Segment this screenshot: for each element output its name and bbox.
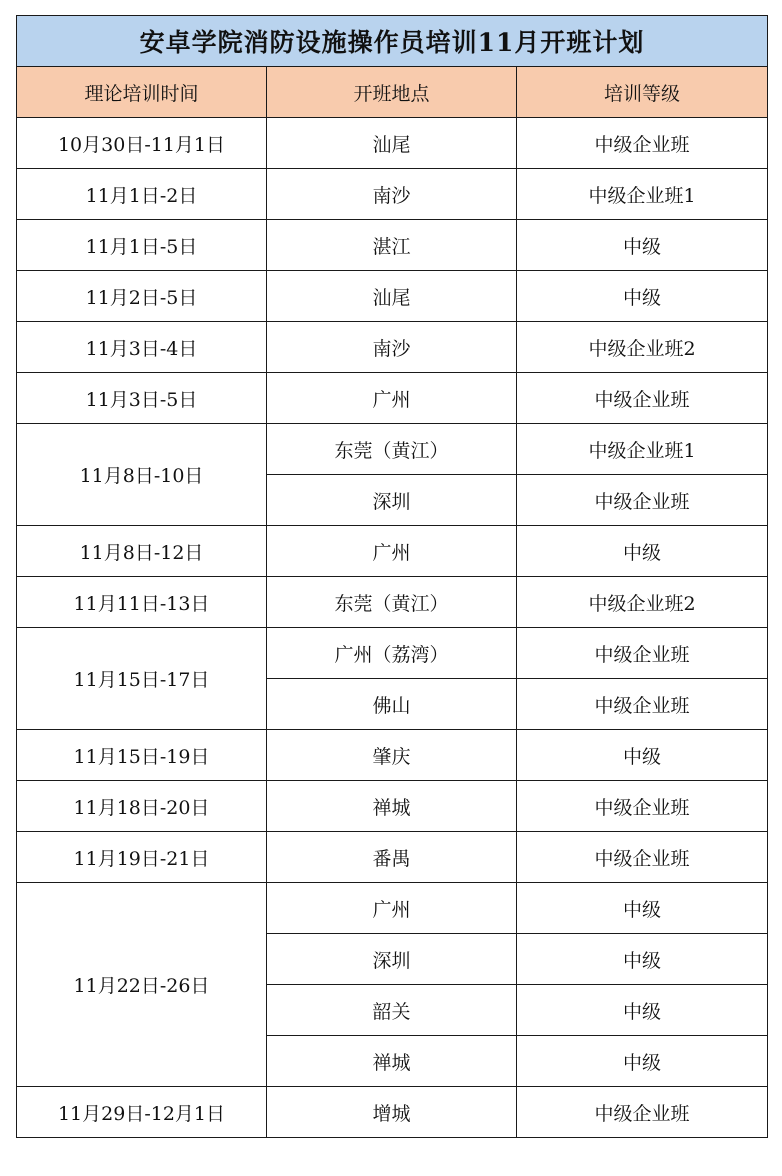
date-cell: 11月29日-12月1日 — [17, 1087, 267, 1138]
date-cell: 11月11日-13日 — [17, 577, 267, 628]
level-cell: 中级 — [517, 1036, 768, 1087]
table-row — [17, 322, 768, 373]
date-cell: 11月22日-26日 — [17, 883, 267, 1087]
location-cell: 韶关 — [267, 985, 517, 1036]
location-cell: 广州 — [267, 373, 517, 424]
level-cell: 中级企业班2 — [517, 577, 768, 628]
level-cell: 中级 — [517, 985, 768, 1036]
title-row — [17, 16, 768, 67]
location-cell: 南沙 — [267, 169, 517, 220]
location-cell: 番禺 — [267, 832, 517, 883]
location-cell: 广州 — [267, 883, 517, 934]
level-cell: 中级 — [517, 271, 768, 322]
table-row — [17, 730, 768, 781]
level-cell: 中级 — [517, 934, 768, 985]
location-cell: 南沙 — [267, 322, 517, 373]
table-row — [17, 424, 768, 475]
level-cell: 中级企业班1 — [517, 169, 768, 220]
date-cell: 11月1日-2日 — [17, 169, 267, 220]
table-row — [17, 118, 768, 169]
level-cell: 中级企业班2 — [517, 322, 768, 373]
level-cell: 中级企业班 — [517, 475, 768, 526]
level-cell: 中级企业班 — [517, 628, 768, 679]
level-cell: 中级 — [517, 883, 768, 934]
location-cell: 湛江 — [267, 220, 517, 271]
location-cell: 深圳 — [267, 934, 517, 985]
table-row — [17, 832, 768, 883]
location-cell: 增城 — [267, 1087, 517, 1138]
location-cell: 肇庆 — [267, 730, 517, 781]
table-row — [17, 373, 768, 424]
date-cell: 11月3日-4日 — [17, 322, 267, 373]
level-cell: 中级企业班 — [517, 373, 768, 424]
location-cell: 深圳 — [267, 475, 517, 526]
level-cell: 中级 — [517, 220, 768, 271]
date-cell: 11月18日-20日 — [17, 781, 267, 832]
table-row — [17, 628, 768, 679]
date-cell: 11月19日-21日 — [17, 832, 267, 883]
location-cell: 东莞（黄江） — [267, 424, 517, 475]
level-cell: 中级企业班 — [517, 679, 768, 730]
table-row — [17, 220, 768, 271]
level-cell: 中级 — [517, 526, 768, 577]
location-cell: 广州 — [267, 526, 517, 577]
table-row — [17, 577, 768, 628]
schedule-body — [17, 118, 768, 1138]
location-cell: 禅城 — [267, 1036, 517, 1087]
location-cell: 汕尾 — [267, 271, 517, 322]
location-cell: 广州（荔湾） — [267, 628, 517, 679]
table-row — [17, 883, 768, 934]
date-cell: 11月1日-5日 — [17, 220, 267, 271]
table-row — [17, 781, 768, 832]
location-cell: 禅城 — [267, 781, 517, 832]
header-date: 理论培训时间 — [17, 67, 267, 118]
date-cell: 10月30日-11月1日 — [17, 118, 267, 169]
date-cell: 11月15日-17日 — [17, 628, 267, 730]
date-cell: 11月8日-10日 — [17, 424, 267, 526]
level-cell: 中级企业班1 — [517, 424, 768, 475]
location-cell: 东莞（黄江） — [267, 577, 517, 628]
date-cell: 11月15日-19日 — [17, 730, 267, 781]
table-row — [17, 526, 768, 577]
level-cell: 中级企业班 — [517, 1087, 768, 1138]
table-row — [17, 169, 768, 220]
date-cell: 11月2日-5日 — [17, 271, 267, 322]
table-title: 安卓学院消防设施操作员培训11月开班计划 — [17, 16, 768, 67]
header-row — [17, 67, 768, 118]
location-cell: 佛山 — [267, 679, 517, 730]
header-level: 培训等级 — [517, 67, 768, 118]
level-cell: 中级企业班 — [517, 781, 768, 832]
table-row — [17, 271, 768, 322]
level-cell: 中级企业班 — [517, 118, 768, 169]
training-schedule-table — [16, 15, 768, 1138]
table-row — [17, 1087, 768, 1138]
level-cell: 中级 — [517, 730, 768, 781]
location-cell: 汕尾 — [267, 118, 517, 169]
date-cell: 11月3日-5日 — [17, 373, 267, 424]
header-location: 开班地点 — [267, 67, 517, 118]
date-cell: 11月8日-12日 — [17, 526, 267, 577]
level-cell: 中级企业班 — [517, 832, 768, 883]
